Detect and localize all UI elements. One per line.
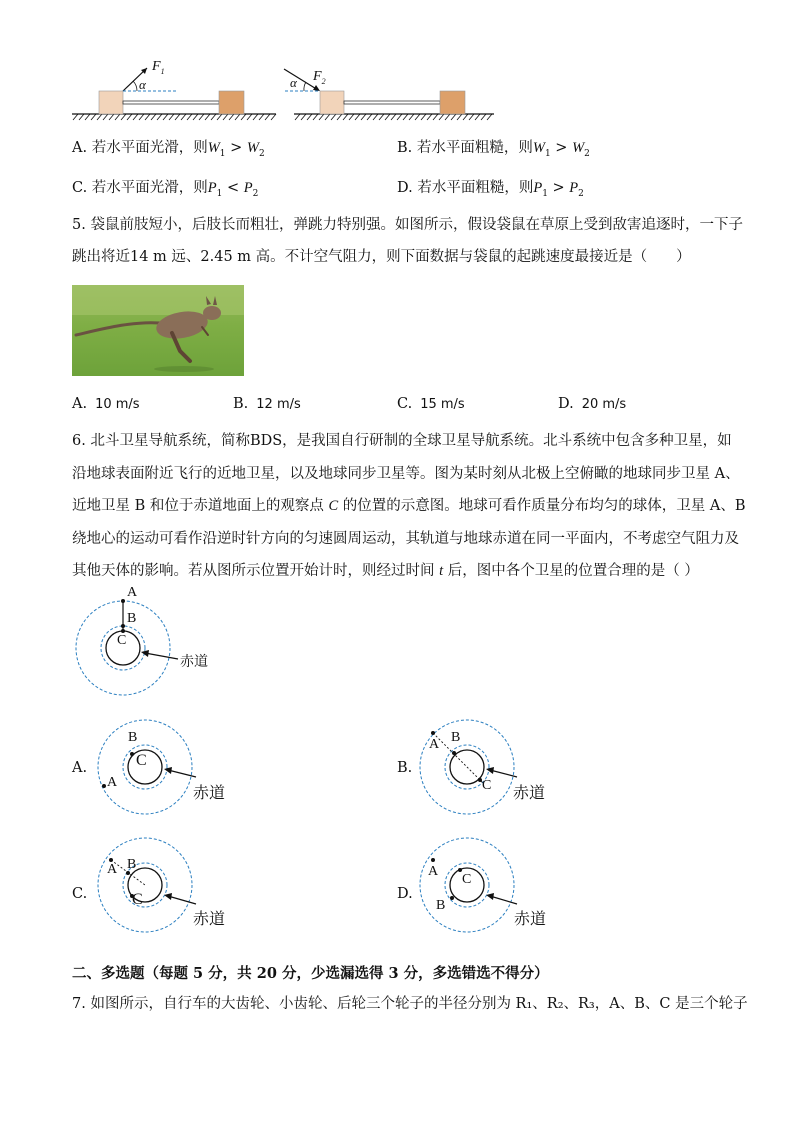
q6-option-c-diagram <box>98 838 196 932</box>
opt-c-equator: 赤道 <box>193 911 226 928</box>
main-equator-label: 赤道 <box>180 655 208 670</box>
q4-option-c[interactable]: C. 若水平面光滑，则$P_1 < P_2$ <box>72 180 259 199</box>
main-label-c: C <box>117 633 127 648</box>
f2-label: $F_2$ <box>313 69 326 86</box>
q5-option-d[interactable]: D. 20 m/s <box>558 396 627 412</box>
q6-line-1: 6. 北斗卫星导航系统，简称BDS，是我国自行研制的全球卫星导航系统。北斗系统中包含多种卫星，如 <box>72 433 732 449</box>
q6-line-4: 绕地心的运动可看作沿逆时针方向的匀速圆周运动，其轨道与地球赤道在同一平面内，不考虑空气阻力及 <box>72 531 739 547</box>
q6-option-b[interactable]: B. <box>397 760 413 776</box>
opt-a-label-c: C <box>136 752 147 769</box>
q6-option-b-diagram <box>420 720 517 814</box>
opt-a-equator: 赤道 <box>193 785 226 802</box>
q6-line-3: 近地卫星 B 和位于赤道地面上的观察点 C 的位置的示意图。地球可看作质量分布均匀的球体，卫星 A、B <box>72 498 746 514</box>
opt-a-label-a: A <box>107 775 118 790</box>
opt-c-label-c: C <box>132 891 143 908</box>
section-2-title: 二、多选题（每题 5 分，共 20 分，少选漏选得 3 分，多选错选不得分） <box>72 965 549 982</box>
q4-option-b[interactable]: B. 若水平面粗糙，则$W_1 > W_2$ <box>397 140 590 159</box>
alpha-label-left: α <box>139 77 146 92</box>
q6-line-2: 沿地球表面附近飞行的近地卫星，以及地球同步卫星等。图为某时刻从北极上空俯瞰的地球同步卫星 A、 <box>72 466 740 482</box>
opt-d-label-a: A <box>428 864 439 879</box>
q6-line-5: 其他天体的影响。若从图所示位置开始计时，则经过时间 t 后，图中各个卫星的位置合理的是（ ） <box>72 563 699 579</box>
opt-c-label-b: B <box>127 857 137 872</box>
opt-b-label-b: B <box>451 730 461 745</box>
opt-c-label-a: A <box>107 862 118 877</box>
opt-b-label-a: A <box>429 737 440 752</box>
q6-option-d[interactable]: D. <box>397 886 413 902</box>
f1-label: $F_1$ <box>152 59 165 76</box>
main-label-a: A <box>127 585 138 600</box>
q4-option-d[interactable]: D. 若水平面粗糙，则$P_1 > P_2$ <box>397 180 584 199</box>
q4-option-a[interactable]: A. 若水平面光滑，则$W_1 > W_2$ <box>72 140 265 159</box>
main-label-b: B <box>127 611 137 626</box>
opt-b-label-c: C <box>482 778 492 793</box>
q5-line-1: 5. 袋鼠前肢短小，后肢长而粗壮，弹跳力特别强。如图所示，假设袋鼠在草原上受到敌害追逐时，一下子 <box>72 217 743 233</box>
q6-option-a[interactable]: A. <box>72 760 88 776</box>
q5-option-c[interactable]: C. 15 m/s <box>397 396 465 412</box>
q5-line-2: 跳出将近14 m 远、2.45 m 高。不计空气阻力，则下面数据与袋鼠的起跳速度最接近是（ ） <box>72 249 691 265</box>
q7-line-1: 7. 如图所示，自行车的大齿轮、小齿轮、后轮三个轮子的半径分别为 R₁、R₂、R₃，A、B、C 是三个轮子 <box>72 996 748 1012</box>
q6-option-a-diagram <box>98 720 196 814</box>
opt-d-label-c: C <box>462 872 472 887</box>
opt-a-label-b: B <box>128 730 138 745</box>
opt-b-equator: 赤道 <box>513 785 546 802</box>
alpha-label-right: α <box>290 75 297 90</box>
opt-d-equator: 赤道 <box>514 911 547 928</box>
q5-option-a[interactable]: A. 10 m/s <box>72 396 140 412</box>
opt-d-label-b: B <box>436 898 446 913</box>
q6-option-c[interactable]: C. <box>72 886 88 902</box>
q5-option-b[interactable]: B. 12 m/s <box>233 396 301 412</box>
